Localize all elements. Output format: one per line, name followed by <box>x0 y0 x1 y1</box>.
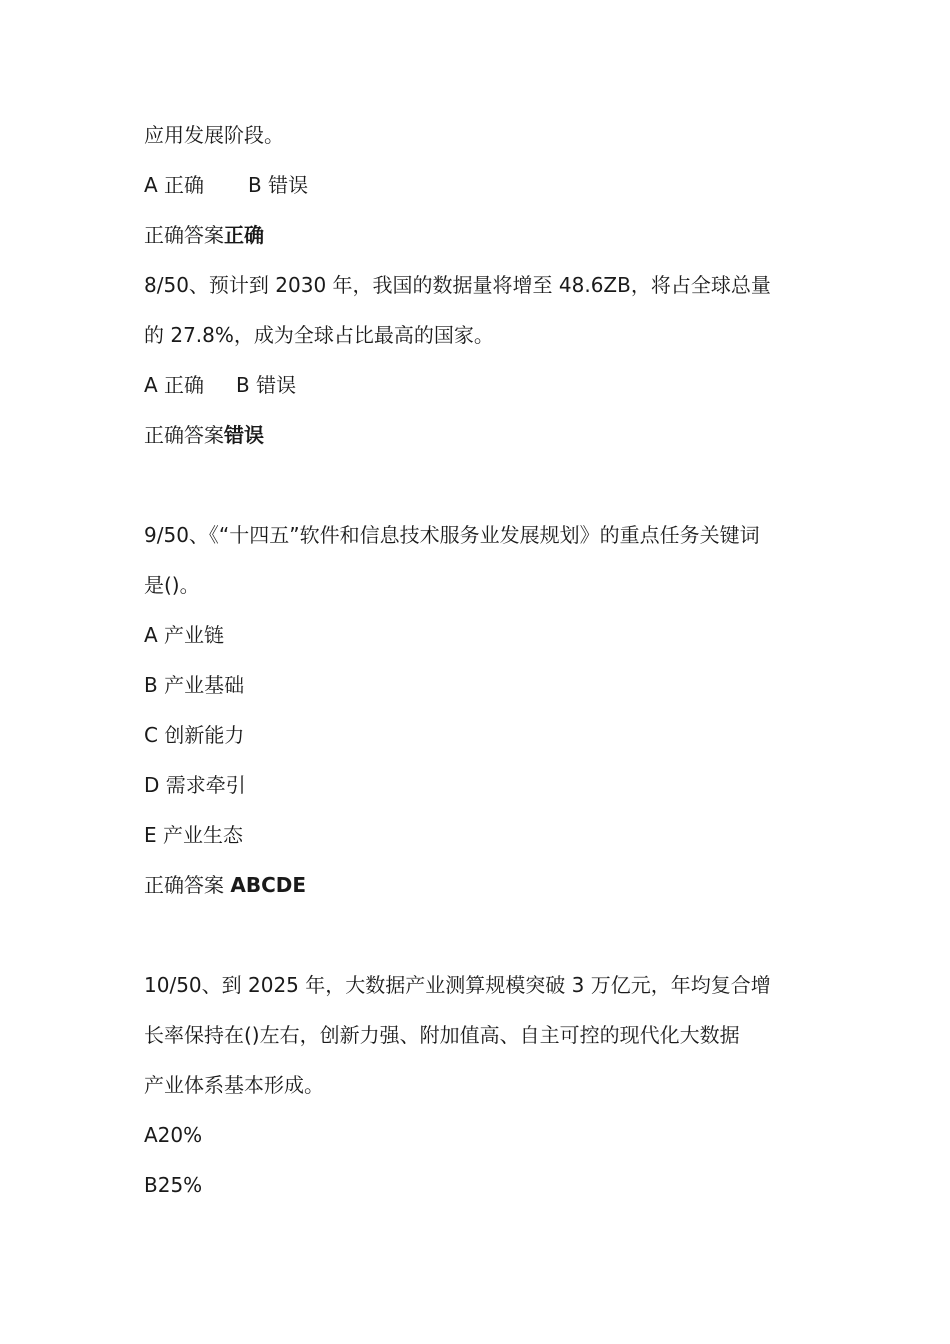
q7-answer-label: 正确答案 <box>144 223 224 247</box>
q10-question-line-1: 10/50、到 2025 年，大数据产业测算规模突破 3 万亿元，年均复合增 <box>144 973 771 997</box>
q10-option-a: A20% <box>144 1123 203 1147</box>
q7-question-tail: 应用发展阶段。 <box>144 123 284 147</box>
q9-option-e: E 产业生态 <box>144 823 243 847</box>
spacer <box>144 460 814 510</box>
q10-question-line-2: 长率保持在()左右，创新力强、附加值高、自主可控的现代化大数据 <box>144 1023 740 1047</box>
q9-option-d: D 需求牵引 <box>144 773 246 797</box>
q9-question-line-2: 是()。 <box>144 573 200 597</box>
q9-question-line-1: 9/50、《“十四五”软件和信息技术服务业发展规划》的重点任务关键词 <box>144 523 760 547</box>
q7-option-a: A 正确 <box>144 173 205 197</box>
q9-option-a: A 产业链 <box>144 623 225 647</box>
q10-question-line-3: 产业体系基本形成。 <box>144 1073 324 1097</box>
q7-options <box>144 160 814 210</box>
q8-answer-label: 正确答案 <box>144 423 224 447</box>
spacer <box>144 910 814 960</box>
q8-answer-value: 错误 <box>224 423 264 447</box>
q8-options <box>144 360 814 410</box>
q9-option-c: C 创新能力 <box>144 723 245 747</box>
q9-answer <box>144 860 814 910</box>
q8-option-a: A 正确 <box>144 373 205 397</box>
q10-option-b: B25% <box>144 1173 203 1197</box>
q8-question-line-1: 8/50、预计到 2030 年，我国的数据量将增至 48.6ZB，将占全球总量 <box>144 273 771 297</box>
q9-answer-label: 正确答案 <box>144 873 231 897</box>
q9-option-b: B 产业基础 <box>144 673 245 697</box>
q8-answer <box>144 410 814 460</box>
document-page <box>144 110 814 1210</box>
q7-answer-value: 正确 <box>224 223 264 247</box>
q7-answer <box>144 210 814 260</box>
q7-option-b: B 错误 <box>248 173 309 197</box>
q9-answer-value: ABCDE <box>230 873 307 897</box>
q8-question-line-2: 的 27.8%，成为全球占比最高的国家。 <box>144 323 494 347</box>
q8-option-b: B 错误 <box>236 373 297 397</box>
